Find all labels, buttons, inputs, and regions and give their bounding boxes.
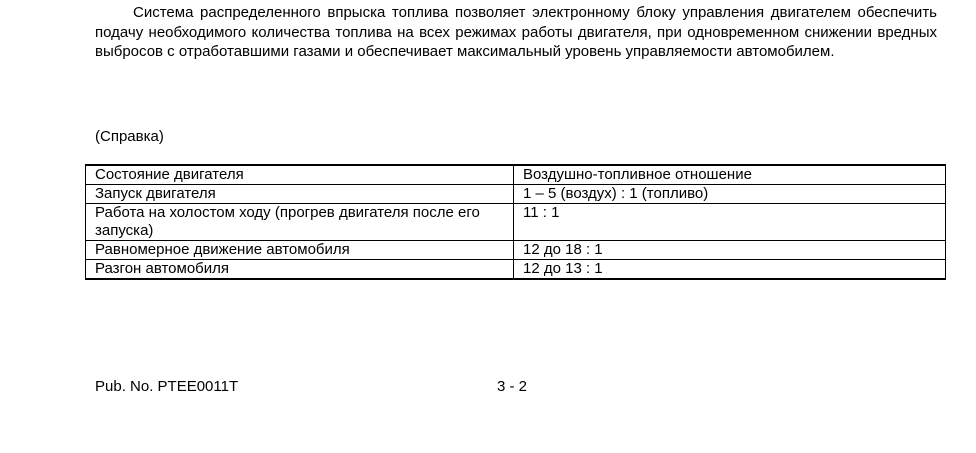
table-cell-ratio: 1 – 5 (воздух) : 1 (топливо) <box>514 185 946 204</box>
header-engine-state: Состояние двигателя <box>86 165 514 185</box>
publication-number: Pub. No. PTEE0011T <box>95 378 239 395</box>
table-row <box>86 204 946 241</box>
table-cell-state: Запуск двигателя <box>86 185 514 204</box>
table-row <box>86 185 946 204</box>
table-cell-state: Работа на холостом ходу (прогрев двигателя после его запуска) <box>86 204 514 241</box>
table-cell-ratio: 11 : 1 <box>514 204 946 241</box>
table-row <box>86 241 946 260</box>
body-paragraph: Система распределенного впрыска топлива позволяет электронному блоку управления двигателем обеспечить подачу необходимого количества топлива на всех режимах работы двигателя, при одновременном снижении вредных выбросов с отработавшими газами и обеспечивает максимальный уровень управляемости автомобилем. <box>95 4 937 60</box>
table-cell-ratio: 12 до 18 : 1 <box>514 241 946 260</box>
page-number: 3 - 2 <box>497 378 528 395</box>
air-fuel-ratio-table <box>85 164 946 280</box>
table-cell-state: Разгон автомобиля <box>86 260 514 280</box>
header-air-fuel-ratio: Воздушно-топливное отношение <box>514 165 946 185</box>
table-cell-ratio: 12 до 13 : 1 <box>514 260 946 280</box>
reference-note: (Справка) <box>95 128 164 145</box>
table-header-row <box>86 165 946 185</box>
table-cell-state: Равномерное движение автомобиля <box>86 241 514 260</box>
table-row <box>86 260 946 280</box>
